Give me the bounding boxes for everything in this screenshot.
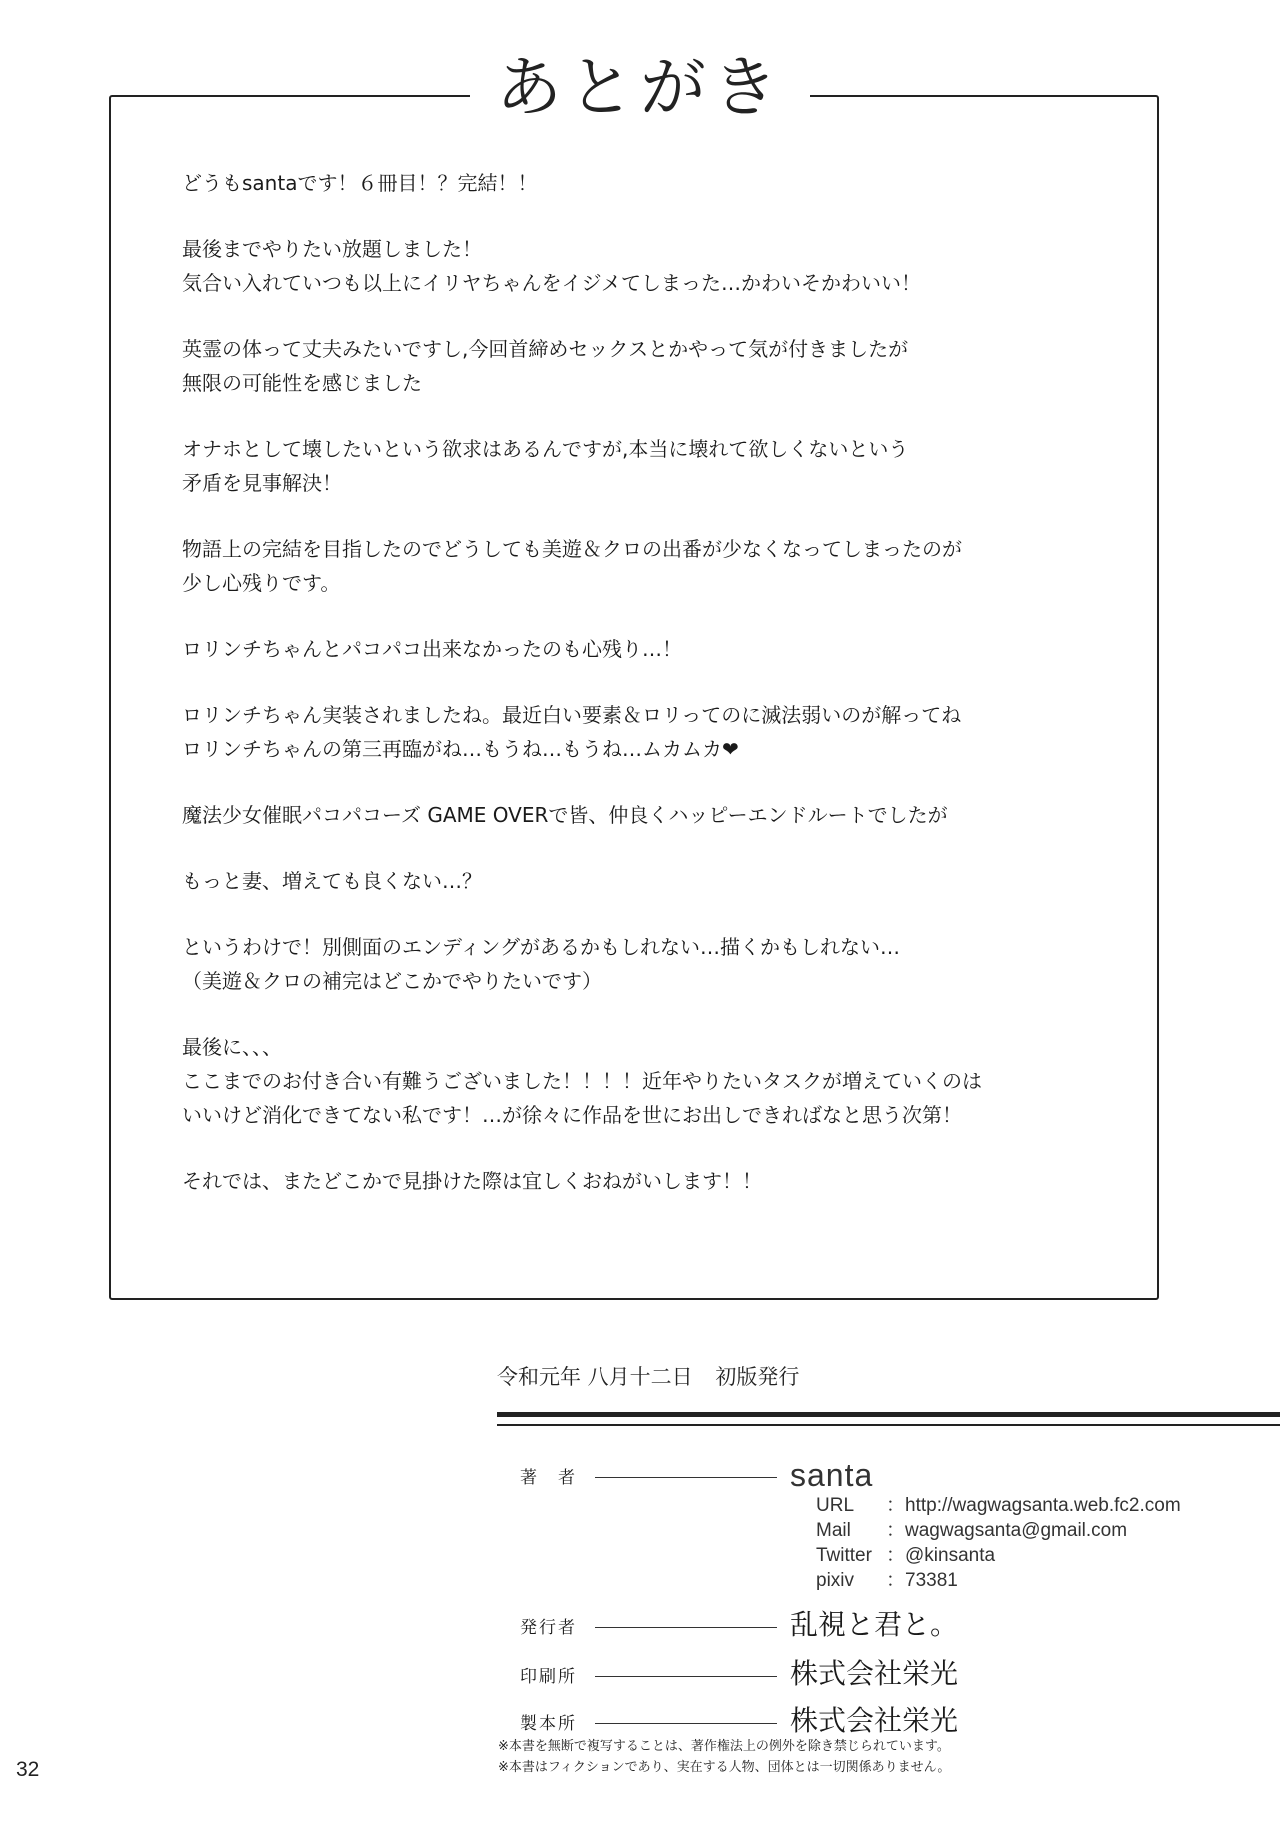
- text-line: というわけで！別側面のエンディングがあるかもしれない…描くかもしれない…: [182, 935, 900, 959]
- text-line: （美遊＆クロの補完はどこかでやりたいです）: [182, 969, 602, 993]
- text-line: 物語上の完結を目指したのでどうしても美遊＆クロの出番が少なくなってしまったのが: [182, 537, 962, 561]
- paragraph: [182, 232, 1102, 300]
- author-name: santa: [790, 1457, 874, 1493]
- text-line: 最後に、、、: [182, 1035, 282, 1059]
- binder-label: 製本所: [520, 1714, 577, 1734]
- leader-line: [595, 1627, 777, 1628]
- contact-value: ：wagwagsanta@gmail.com: [886, 1520, 1128, 1541]
- paragraph: [182, 1164, 1102, 1198]
- text-line: いいけど消化できてない私です！…が徐々に作品を世にお出しできればなと思う次第！: [182, 1103, 962, 1127]
- contact-value: ：73381: [886, 1570, 958, 1591]
- text-line: 英霊の体って丈夫みたいですし,今回首締めセックスとかやって気が付きましたが: [182, 337, 909, 361]
- legal-note: ※本書を無断で複写することは、著作権法上の例外を除き禁じられています。: [498, 1739, 950, 1754]
- legal-note: ※本書はフィクションであり、実在する人物、団体とは一切関係ありません。: [498, 1760, 951, 1775]
- page-number: 32: [16, 1758, 40, 1781]
- contact-value: ：http://wagwagsanta.web.fc2.com: [886, 1495, 1181, 1516]
- colophon-rule: [497, 1424, 1280, 1426]
- paragraph: [182, 930, 1102, 998]
- contact-label: Mail: [816, 1520, 851, 1541]
- text-line: ロリンチちゃん実装されましたね。最近白い要素＆ロリってのに滅法弱いのが解ってね: [182, 703, 962, 727]
- text-line: 矛盾を見事解決！: [182, 471, 342, 495]
- paragraph: [182, 632, 1102, 666]
- colophon-rule: [497, 1412, 1280, 1417]
- paragraph: [182, 798, 1102, 832]
- text-line: 魔法少女催眠パコパコーズ GAME OVERで皆、仲良くハッピーエンドルートでしたが: [182, 803, 948, 827]
- text-line: それでは、またどこかで見掛けた際は宜しくおねがいします！！: [182, 1169, 762, 1193]
- text-line: 気合い入れていつも以上にイリヤちゃんをイジメてしまった…かわいそかわいい！: [182, 271, 921, 295]
- paragraph: [182, 166, 1102, 200]
- publisher-name: 乱視と君と。: [790, 1608, 959, 1641]
- text-line: ロリンチちゃんとパコパコ出来なかったのも心残り…！: [182, 637, 682, 661]
- text-line: ロリンチちゃんの第三再臨がね…もうね…もうね…ムカムカ❤: [182, 737, 739, 761]
- paragraph: [182, 432, 1102, 500]
- paragraph: [182, 1030, 1102, 1132]
- contact-label: Twitter: [816, 1545, 872, 1566]
- leader-line: [595, 1477, 777, 1478]
- contact-value: ：@kinsanta: [886, 1545, 996, 1566]
- leader-line: [595, 1723, 777, 1724]
- contact-pixiv: [816, 1568, 1181, 1593]
- afterword-title: あとがき: [470, 28, 810, 148]
- text-line: 無限の可能性を感じました: [182, 371, 422, 395]
- contact-mail: [816, 1518, 1181, 1543]
- binder-name: 株式会社栄光: [790, 1704, 959, 1737]
- paragraph: [182, 332, 1102, 400]
- contact-label: pixiv: [816, 1570, 855, 1591]
- contact-url: [816, 1493, 1181, 1518]
- publication-date: [497, 1362, 815, 1392]
- author-label: 著 者: [520, 1468, 577, 1488]
- legal-notes: [498, 1736, 950, 1778]
- text-line: 最後までやりたい放題しました！: [182, 237, 482, 261]
- date-text: 令和元年 八月十二日: [497, 1365, 693, 1389]
- paragraph: [182, 864, 1102, 898]
- leader-line: [595, 1676, 777, 1677]
- edition-text: 初版発行: [715, 1365, 800, 1389]
- contact-label: URL: [816, 1495, 855, 1516]
- paragraph: [182, 698, 1102, 766]
- text-line: もっと妻、増えても良くない…？: [182, 869, 482, 893]
- printer-name: 株式会社栄光: [790, 1657, 959, 1690]
- contact-twitter: [816, 1543, 1181, 1568]
- contact-list: [816, 1493, 1181, 1593]
- text-line: 少し心残りです。: [182, 571, 341, 595]
- text-line: ここまでのお付き合い有難うございました！！！！近年やりたいタスクが増えていくのは: [182, 1069, 982, 1093]
- paragraph: [182, 532, 1102, 600]
- printer-label: 印刷所: [520, 1667, 577, 1687]
- publisher-label: 発行者: [520, 1618, 577, 1638]
- text-line: オナホとして壊したいという欲求はあるんですが,本当に壊れて欲しくないという: [182, 437, 909, 461]
- text-line: どうもsantaです！６冊目！？完結！！: [182, 171, 538, 195]
- afterword-body: [182, 166, 1102, 1230]
